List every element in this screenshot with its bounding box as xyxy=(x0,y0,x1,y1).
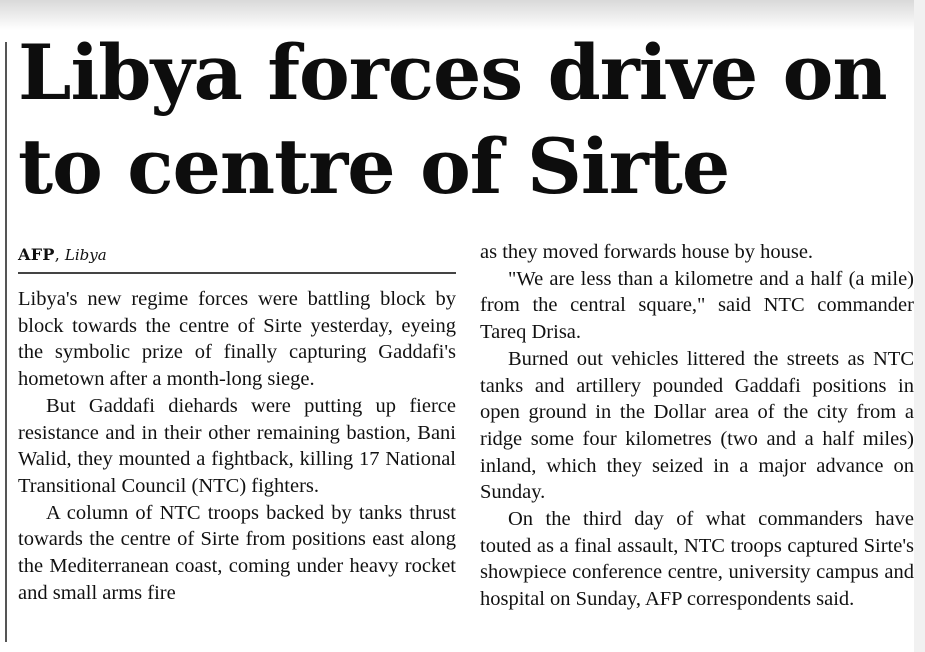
headline xyxy=(18,26,908,214)
byline-agency: AFP xyxy=(18,245,55,264)
article-column-1 xyxy=(18,286,456,606)
page-edge xyxy=(914,0,925,652)
paragraph: Burned out vehicles littered the streets as NTC tanks and artillery pounded Gaddafi positions in open ground in the Dollar area of the city from a ridge some four kilometres (two and a half miles) inland, which they seized in a major advance on Sunday. xyxy=(480,347,914,504)
paragraph: "We are less than a kilometre and a half (a mile) from the central square," said NTC commander Tareq Drisa. xyxy=(480,267,914,344)
paragraph-continued: as they moved forwards house by house. xyxy=(480,241,814,263)
paragraph: A column of NTC troops backed by tanks thrust towards the centre of Sirte from positions east along the Mediterranean coast, coming under heavy rocket and small arms fire xyxy=(18,501,456,604)
byline-divider xyxy=(18,272,456,274)
paragraph: On the third day of what commanders have touted as a final assault, NTC troops captured Sirte's showpiece conference centre, university campus and hospital on Sunday, AFP correspondents said. xyxy=(480,508,914,611)
headline-line-2: to centre of Sirte xyxy=(18,122,730,211)
byline-location: Libya xyxy=(64,246,107,264)
article-column-2 xyxy=(480,239,914,613)
headline-line-1: Libya forces drive on xyxy=(18,28,887,117)
paragraph: But Gaddafi diehards were putting up fierce resistance and in their other remaining bastion, Bani Walid, they mounted a fightback, killing 17 National Transitional Council (NTC) fighters. xyxy=(18,394,456,497)
byline xyxy=(18,243,107,267)
paragraph: Libya's new regime forces were battling block by block towards the centre of Sirte yesterday, eyeing the symbolic prize of finally capturing Gaddafi's hometown after a month-long siege. xyxy=(18,288,456,391)
column-rule xyxy=(5,42,7,642)
byline-separator: , xyxy=(54,245,65,264)
